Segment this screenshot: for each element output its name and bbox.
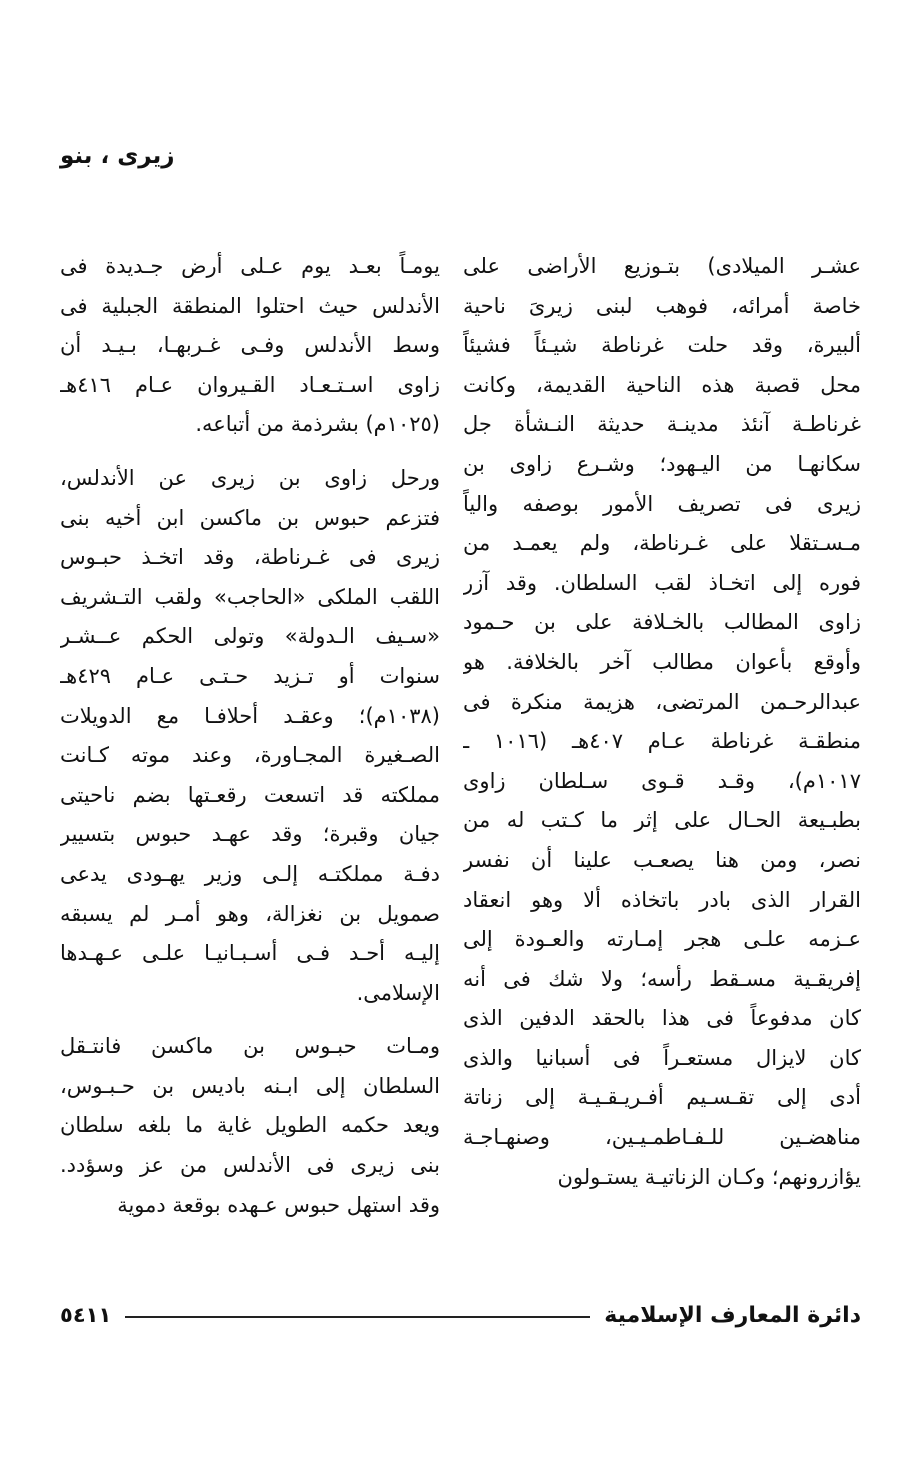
article-title: زيرى ، بنو xyxy=(60,143,175,169)
footer-rule xyxy=(125,1316,590,1318)
text-line: زيرى فى تصريف الأمور بوصفه والياً xyxy=(463,491,861,516)
text-line: منطقـة غرناطة عـام ٤٠٧هـ (١٠١٦ ـ xyxy=(463,729,861,754)
paragraph xyxy=(60,1027,440,1225)
text-line: (١٠٢٥م) بشرذمة من أتباعه. xyxy=(195,412,440,437)
text-line: ألبيرة، وقد حلت غرناطة شيـئاً فشيئاً xyxy=(463,333,861,358)
text-line: وقد استهل حبوس عـهده بوقعة دموية xyxy=(117,1192,440,1217)
text-line: ورحل زاوى بن زيرى عن الأندلس، xyxy=(60,465,440,490)
text-column-right xyxy=(463,247,861,1267)
text-line: إليـه أحـد فـى أسـبـانيـا علـى عـهـدها xyxy=(60,941,440,966)
text-line: عبدالرحـمن المرتضى، هزيمة منكرة فى xyxy=(463,689,861,714)
publication-title: دائرة المعارف الإسلامية xyxy=(604,1302,861,1328)
text-line: زاوى المطالب بالخـلافة على بن حـمود xyxy=(463,610,861,635)
text-line: بنى زيرى فى الأندلس من عز وسؤدد. xyxy=(60,1153,440,1178)
text-line: ويعد حكمه الطويل غاية ما بلغه سلطان xyxy=(60,1113,440,1138)
text-line: يؤازرونهم؛ وكـان الزناتيـة يستـولون xyxy=(557,1164,861,1189)
text-column-left xyxy=(60,247,440,1267)
text-line: زاوى اسـتـعـاد القـيروان عـام ٤١٦هـ xyxy=(60,372,440,397)
text-line: القرار الذى بادر باتخاذه ألا وهو انعقاد xyxy=(463,887,861,912)
text-line: عـزمه علـى هجر إمـارته والعـودة إلى xyxy=(463,927,861,952)
text-line: وسط الأندلس وفـى غـربهـا، بـيـد أن xyxy=(60,333,440,358)
text-line: مناهضـين للـفـاطمـيـين، وصنهـاجـة xyxy=(463,1125,861,1150)
text-line: سكانهـا من اليـهود؛ وشـرع زاوى بن xyxy=(463,451,861,476)
text-line: مملكته قد اتسعت رقعـتها بضم ناحيتى xyxy=(60,782,440,807)
text-line: إفريقـية مسـقط رأسه؛ ولا شك فى أنه xyxy=(463,966,861,991)
text-line: سنوات أو تـزيد حـتـى عـام ٤٢٩هـ xyxy=(60,663,440,688)
text-line: (١٠٣٨م)؛ وعقـد أحلافـا مع الدويلات xyxy=(60,703,440,728)
text-line: محل قصبة هذه الناحية القديمة، وكانت xyxy=(463,372,861,397)
text-line: فوره إلى اتخـاذ لقب السلطان. وقد آزر xyxy=(463,570,861,595)
text-line: غرناطـة آنئذ مدينـة حديثة النـشأة جل xyxy=(463,412,861,437)
text-line: فتزعم حبوس بن ماكسن ابن أخيه بنى xyxy=(60,505,440,530)
paragraph xyxy=(463,247,861,1197)
text-line: مـسـتقلا على غـرناطة، ولم يعمـد من xyxy=(463,531,861,556)
text-line: الأندلس حيث احتلوا المنطقة الجبلية فى xyxy=(60,293,440,318)
text-line: جيان وقبرة؛ وقد عهـد حبوس بتسيير xyxy=(60,822,440,847)
text-line: وأوقع بأعوان مطالب آخر بالخلافة. هو xyxy=(463,649,861,674)
text-line: الإسلامى. xyxy=(356,980,440,1005)
text-line: ١٠١٧م)، وقـد قـوى سـلطان زاوى xyxy=(463,768,861,793)
page-number: ٥٤١١ xyxy=(60,1303,112,1327)
text-line: السلطان إلى ابـنه باديس بن حـبـوس، xyxy=(60,1073,440,1098)
paragraph-gap xyxy=(60,1013,440,1027)
text-line: صمويل بن نغزالة، وهو أمـر لم يسبقه xyxy=(60,901,440,926)
text-line: نصر، ومن هنا يصعـب علينا أن نفسر xyxy=(463,847,861,872)
paragraph-gap xyxy=(60,445,440,459)
paragraph xyxy=(60,247,440,445)
text-line: كان مدفوعاً فى هذا بالحقد الدفين الذى xyxy=(463,1006,861,1031)
page-header xyxy=(60,143,260,183)
text-line: كان لايزال مستعـراً فى أسبانيا والذى xyxy=(463,1045,861,1070)
page-footer xyxy=(60,1300,861,1330)
text-line: زيرى فى غـرناطة، وقد اتخـذ حبـوس xyxy=(60,545,440,570)
text-line: الصـغيرة المجـاورة، وعند موته كـانت xyxy=(60,743,440,768)
text-line: يومـاً بعـد يوم عـلى أرض جـديدة فى xyxy=(60,254,440,278)
text-line: دفـة مملكتـه إلـى وزير يهـودى يدعى xyxy=(60,861,440,886)
text-line: «سـيف الـدولة» وتولى الحكم عــشـر xyxy=(60,624,440,649)
text-line: عشـر الميلادى) بتـوزيع الأراضى على xyxy=(463,254,861,278)
paragraph xyxy=(60,459,440,1013)
text-line: ومـات حبـوس بن ماكسن فانتـقل xyxy=(60,1034,440,1059)
text-line: أدى إلى تقـسـيم أفـريـقـيـة إلى زناتة xyxy=(463,1085,861,1110)
text-line: اللقب الملكى «الحاجب» ولقب التـشريف xyxy=(60,584,440,609)
text-line: خاصة أمرائه، فوهب لبنى زيرىَ ناحية xyxy=(463,293,861,318)
text-line: بطبـيعة الحـال على إثر ما كـتب له من xyxy=(463,808,861,833)
